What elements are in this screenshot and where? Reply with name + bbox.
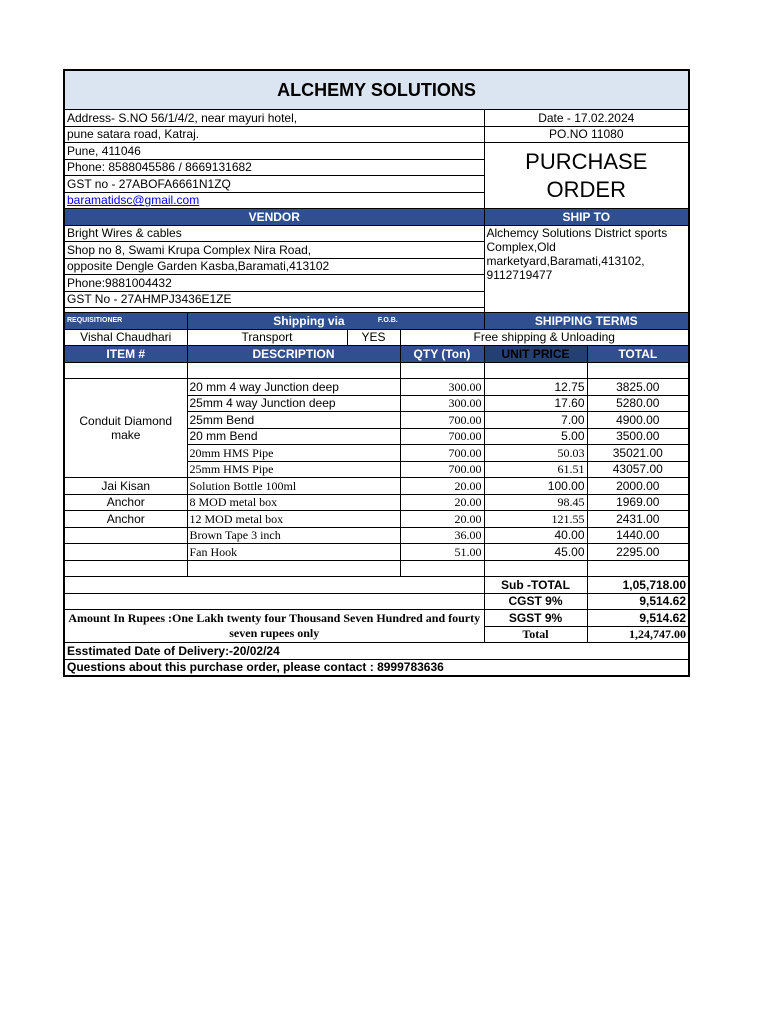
po-number: PO.NO 11080: [484, 126, 689, 143]
item-unit-price: 61.51: [484, 461, 587, 478]
item-unit-price: 98.45: [484, 494, 587, 511]
item-unit-price: 40.00: [484, 527, 587, 544]
totals-spacer: [64, 577, 484, 594]
col-qty: QTY (Ton): [400, 346, 484, 363]
subtotal-value: 1,05,718.00: [587, 577, 689, 594]
item-qty: 51.00: [400, 544, 484, 561]
item-total: 2295.00: [587, 544, 689, 561]
item-description: 20 mm Bend: [187, 428, 400, 445]
requisitioner-header: [64, 313, 187, 330]
item-unit-price: 45.00: [484, 544, 587, 561]
item-description: Brown Tape 3 inch: [187, 527, 400, 544]
shipping-terms-value: Free shipping & Unloading: [400, 329, 689, 346]
table-row: [64, 379, 689, 396]
item-description: 25mm 4 way Junction deep: [187, 395, 400, 412]
grand-total-value: 1,24,747.00: [587, 626, 689, 643]
blank-cell: [484, 560, 587, 577]
item-total: 5280.00: [587, 395, 689, 412]
blank-cell: [187, 560, 400, 577]
item-unit-price: 5.00: [484, 428, 587, 445]
company-name: ALCHEMY SOLUTIONS: [64, 70, 689, 110]
item-qty: 700.00: [400, 461, 484, 478]
table-row: [64, 527, 689, 544]
blank-cell: [587, 362, 689, 379]
shipping-via-value: Transport: [187, 329, 347, 346]
vendor-phone: Phone:9881004432: [64, 275, 484, 292]
item-unit-price: 7.00: [484, 412, 587, 429]
table-row: [64, 478, 689, 495]
company-gst: GST no - 27ABOFA6661N1ZQ: [64, 176, 484, 193]
item-qty: 700.00: [400, 445, 484, 462]
totals-spacer: [64, 593, 484, 610]
item-total: 1969.00: [587, 494, 689, 511]
fob-value: YES: [347, 329, 400, 346]
purchase-order-table: [63, 69, 690, 677]
grand-total-label: Total: [484, 626, 587, 643]
requisitioner-value: Vishal Chaudhari: [64, 329, 187, 346]
item-description: 25mm HMS Pipe: [187, 461, 400, 478]
item-qty: 20.00: [400, 494, 484, 511]
item-description: Fan Hook: [187, 544, 400, 561]
item-qty: 300.00: [400, 379, 484, 396]
table-row: [64, 544, 689, 561]
item-unit-price: 121.55: [484, 511, 587, 528]
blank-cell: [64, 362, 187, 379]
table-row: [64, 511, 689, 528]
item-brand: [64, 527, 187, 544]
item-description: 8 MOD metal box: [187, 494, 400, 511]
item-total: 1440.00: [587, 527, 689, 544]
item-brand: Anchor: [64, 511, 187, 528]
item-qty: 700.00: [400, 428, 484, 445]
item-total: 35021.00: [587, 445, 689, 462]
item-total: 2431.00: [587, 511, 689, 528]
item-unit-price: 12.75: [484, 379, 587, 396]
item-total: 2000.00: [587, 478, 689, 495]
company-email-cell: [64, 192, 484, 209]
contact-note: Questions about this purchase order, please contact : 8999783636: [64, 659, 689, 676]
blank-cell: [587, 560, 689, 577]
col-description: DESCRIPTION: [187, 346, 400, 363]
item-brand: Anchor: [64, 494, 187, 511]
address-line-1: Address- S.NO 56/1/4/2, near mayuri hotel,: [64, 110, 484, 127]
document-title: PURCHASE ORDER: [484, 143, 689, 209]
blank-cell: [400, 362, 484, 379]
shipping-via-label: Shipping via: [273, 313, 345, 328]
item-qty: 300.00: [400, 395, 484, 412]
company-phone: Phone: 8588045586 / 8669131682: [64, 159, 484, 176]
item-description: 20mm HMS Pipe: [187, 445, 400, 462]
item-total: 4900.00: [587, 412, 689, 429]
subtotal-label: Sub -TOTAL: [484, 577, 587, 594]
item-description: Solution Bottle 100ml: [187, 478, 400, 495]
item-unit-price: 17.60: [484, 395, 587, 412]
delivery-date: Esstimated Date of Delivery:-20/02/24: [64, 643, 689, 660]
item-qty: 20.00: [400, 511, 484, 528]
col-item: ITEM #: [64, 346, 187, 363]
shipping-via-header: [187, 313, 484, 330]
item-description: 25mm Bend: [187, 412, 400, 429]
vendor-address-2: opposite Dengle Garden Kasba,Baramati,413102: [64, 258, 484, 275]
item-description: 20 mm 4 way Junction deep: [187, 379, 400, 396]
col-total: TOTAL: [587, 346, 689, 363]
item-total: 3500.00: [587, 428, 689, 445]
item-group-conduit: Conduit Diamond make: [64, 379, 187, 478]
vendor-name: Bright Wires & cables: [64, 225, 484, 242]
item-total: 43057.00: [587, 461, 689, 478]
item-total: 3825.00: [587, 379, 689, 396]
item-brand: [64, 544, 187, 561]
company-email-link[interactable]: baramatidsc@gmail.com: [67, 193, 200, 208]
table-row: [64, 494, 689, 511]
item-description: 12 MOD metal box: [187, 511, 400, 528]
item-brand: Jai Kisan: [64, 478, 187, 495]
item-unit-price: 100.00: [484, 478, 587, 495]
cgst-value: 9,514.62: [587, 593, 689, 610]
blank-cell: [400, 560, 484, 577]
item-qty: 20.00: [400, 478, 484, 495]
cgst-label: CGST 9%: [484, 593, 587, 610]
sgst-value: 9,514.62: [587, 610, 689, 627]
vendor-gst: GST No - 27AHMPJ3436E1ZE: [64, 291, 484, 308]
item-unit-price: 50.03: [484, 445, 587, 462]
col-unit-price: UNIT PRICE: [484, 346, 587, 363]
requisitioner-label: REQUISITIONER: [67, 316, 123, 324]
ship-to-header: SHIP TO: [484, 209, 689, 226]
po-date: Date - 17.02.2024: [484, 110, 689, 127]
amount-in-words: Amount In Rupees :One Lakh twenty four Thousand Seven Hundred and fourty seven rupees only: [64, 610, 484, 643]
vendor-header: VENDOR: [64, 209, 484, 226]
ship-to-address: Alchemcy Solutions District sports Complex,Old marketyard,Baramati,413102, 9112719477: [484, 225, 689, 313]
item-qty: 36.00: [400, 527, 484, 544]
blank-cell: [64, 560, 187, 577]
shipping-terms-header: SHIPPING TERMS: [484, 313, 689, 330]
fob-label: F.O.B.: [377, 316, 398, 324]
blank-cell: [484, 362, 587, 379]
vendor-address-1: Shop no 8, Swami Krupa Complex Nira Road,: [64, 242, 484, 259]
item-qty: 700.00: [400, 412, 484, 429]
address-line-3: Pune, 411046: [64, 143, 484, 160]
blank-cell: [187, 362, 400, 379]
sgst-label: SGST 9%: [484, 610, 587, 627]
address-line-2: pune satara road, Katraj.: [64, 126, 484, 143]
